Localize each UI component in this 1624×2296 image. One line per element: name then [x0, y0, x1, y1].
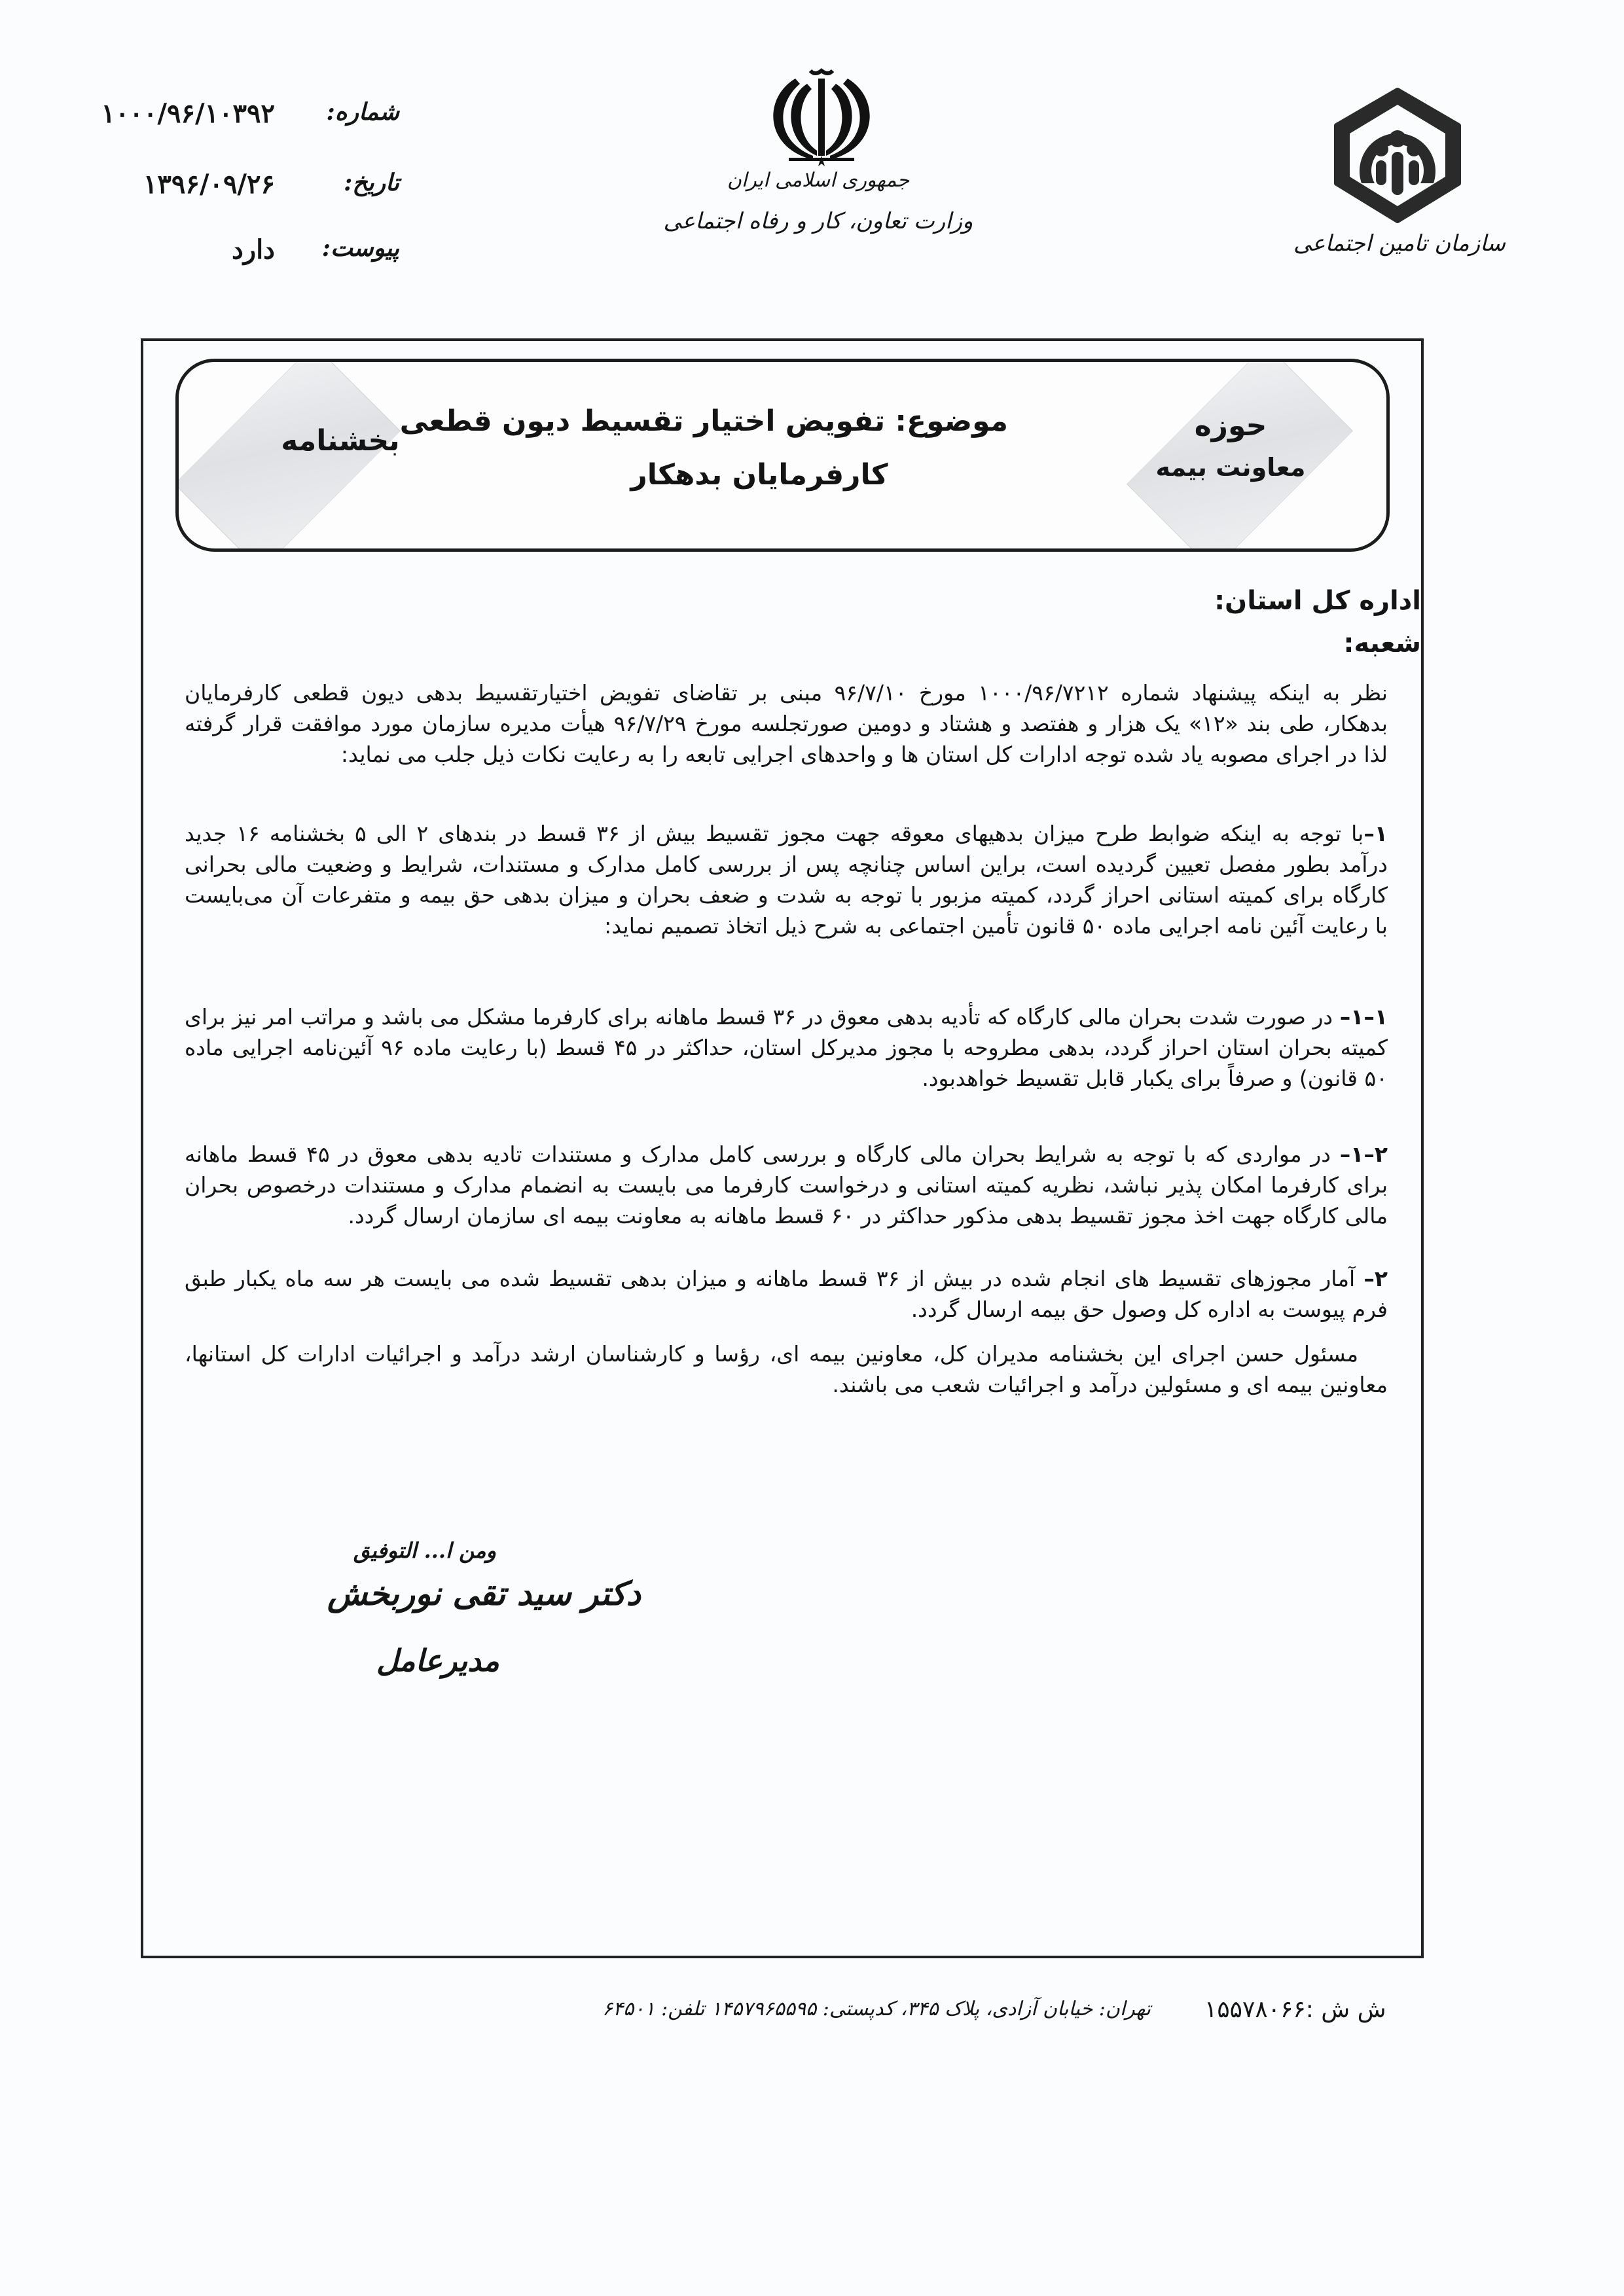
closing-paragraph — [185, 1338, 1388, 1400]
intro-line: لذا در اجرای مصوبه یاد شده توجه ادارات کل استان ها و واحدهای اجرایی تابعه را به رعایت نکات ذیل جلب می نماید: — [340, 742, 1388, 767]
item-2-paragraph — [185, 1263, 1388, 1325]
signatory-title: مدیرعامل — [376, 1643, 499, 1678]
subject-title-line-2: کارفرمایان بدهکار — [630, 458, 888, 492]
item-1-1-number: ۱–۱– — [1339, 1004, 1388, 1030]
letter-number-value: ۱۰۰۰/۹۶/۱۰۳۹۲ — [101, 98, 275, 129]
closing-line: معاونین بیمه ای و مسئولین درآمد و اجرائیات شعب می باشند. — [832, 1372, 1388, 1397]
social-security-logo-icon — [1329, 85, 1466, 226]
addressee-branch: شعبه: — [1343, 628, 1421, 658]
iran-emblem-caption-2: وزارت تعاون، کار و رفاه اجتماعی — [663, 208, 973, 234]
intro-paragraph — [185, 677, 1388, 770]
item-1-1-line: ۵۰ قانون) و صرفاً برای یکبار قابل تقسیط خواهدبود. — [922, 1066, 1388, 1091]
intro-line: بدهکار، طی بند «۱۲» یک هزار و هفتصد و هشتاد و دومین صورتجلسه مورخ ۹۶/۷/۲۹ هیأت مدیره سازمان مورد موافقت قرار گرفته — [185, 711, 1388, 736]
item-1-line: درآمد بطور مفصل تعیین گردیده است، براین اساس چنانچه پس از بررسی کامل مدارک و مستندات، شرایط و وضعیت مالی بحرانی — [185, 852, 1388, 877]
item-1-2-paragraph — [185, 1139, 1388, 1231]
item-1-2-number: ۲–۱– — [1339, 1141, 1388, 1167]
item-1-2-line: برای کارفرما امکان پذیر نباشد، نظریه کمیته استانی و درخواست کارفرما می بایست به انضمام مدارک و مستندات درخصوص بحران — [185, 1172, 1388, 1198]
subject-title-line-1: موضوع: تفویض اختیار تقسیط دیون قطعی — [399, 404, 1008, 438]
social-security-logo-caption: سازمان تامین اجتماعی — [1293, 230, 1506, 257]
item-2-line: فرم پیوست به اداره کل وصول حق بیمه ارسال گردد. — [911, 1297, 1388, 1322]
item-1-line: با رعایت آئین نامه اجرایی ماده ۵۰ قانون تأمین اجتماعی به شرح ذیل اتخاذ تصمیم نماید: — [604, 913, 1388, 939]
item-2-line-first — [185, 1263, 1388, 1294]
circular-label: بخشنامه — [281, 424, 400, 457]
department-label: حوزه — [1194, 409, 1267, 442]
item-1-1-line-first — [185, 1001, 1388, 1032]
footer-address: تهران: خیابان آزادی، پلاک ۳۴۵، کدپستی: ۱۴۵۷۹۶۵۵۹۵ تلفن: ۶۴۵۰۱ — [602, 1998, 1151, 2020]
closing-phrase: ومن ا... التوفیق — [353, 1538, 497, 1563]
letter-attachment-row — [164, 234, 399, 280]
letter-attachment-value: دارد — [231, 234, 275, 265]
addressee-province-office: اداره کل استان: — [1214, 586, 1421, 616]
item-1-1-line: کمیته بحران استان احراز گردد، بدهی مطروحه با مجوز مدیرکل استان، حداکثر در ۴۵ قسط (با رعایت ماده ۹۶ آئین‌نامه اجرایی ماده — [185, 1035, 1388, 1060]
item-2-number: ۲– — [1363, 1266, 1388, 1291]
letter-number-row — [101, 98, 399, 144]
item-1-paragraph — [185, 818, 1388, 941]
item-1-text: با توجه به اینکه ضوابط طرح میزان بدهیهای معوقه جهت مجوز تقسیط بیش از ۳۶ قسط در بندهای ۲ الی ۵ بخشنامه ۱۶ جدید — [185, 821, 1364, 846]
iran-emblem-caption-1: جمهوری اسلامی ایران — [727, 169, 910, 192]
department-name: معاونت بیمه — [1155, 453, 1306, 482]
letter-date-row — [143, 169, 399, 215]
iran-emblem-icon — [759, 64, 884, 169]
item-1-line: کارگاه برای کمیته استانی احراز گردد، کمیته مزبور با توجه به شدت و ضعف بحران و میزان بدهی حق بیمه و متفرعات آن می‌بایست — [185, 882, 1388, 908]
item-2-text: آمار مجوزهای تقسیط های انجام شده در بیش از ۳۶ قسط ماهانه و میزان بدهی تقسیط شده می بایست هر سه ماه یکبار طبق — [185, 1266, 1356, 1291]
item-1-1-text: در صورت شدت بحران مالی کارگاه که تأدیه بدهی معوق در ۳۶ قسط ماهانه برای کارفرما مشکل می باشد و مراتب امر نیز برای — [185, 1004, 1333, 1030]
closing-line: مسئول حسن اجرای این بخشنامه مدیران کل، معاونین بیمه ای، رؤسا و کارشناسان ارشد درآمد و اجرائیات ادارات کل استانها، — [185, 1341, 1358, 1367]
intro-line: نظر به اینکه پیشنهاد شماره ۱۰۰۰/۹۶/۷۲۱۲ مورخ ۹۶/۷/۱۰ مبنی بر تقاضای تفویض اختیارتقسیط بدهی دیون قطعی کارفرمایان — [185, 680, 1388, 706]
item-1-1-paragraph — [185, 1001, 1388, 1094]
item-1-2-text: در مواردی که با توجه به شرایط بحران مالی کارگاه و بررسی کامل مدارک و مستندات تادیه بدهی معوق در ۴۵ قسط ماهانه — [185, 1141, 1331, 1167]
letter-number-label: شماره: — [326, 98, 399, 126]
item-1-2-line-first — [185, 1139, 1388, 1170]
item-1-line-first — [185, 818, 1388, 849]
signatory-name: دکتر سید تقی نوربخش — [327, 1574, 641, 1613]
item-1-2-line: مالی کارگاه جهت اخذ مجوز تقسیط بدهی مذکور حداکثر در ۶۰ قسط ماهانه به معاونت بیمه ای سازمان ارسال گردد. — [348, 1203, 1388, 1229]
item-1-number: ۱– — [1363, 821, 1388, 846]
footer-code: ش ش :۱۵۵۷۸۰۶۶ — [1204, 1996, 1386, 2023]
letter-date-value: ۱۳۹۶/۰۹/۲۶ — [143, 169, 275, 200]
letter-date-label: تاریخ: — [344, 169, 399, 196]
letter-attachment-label: پیوست: — [321, 234, 399, 262]
